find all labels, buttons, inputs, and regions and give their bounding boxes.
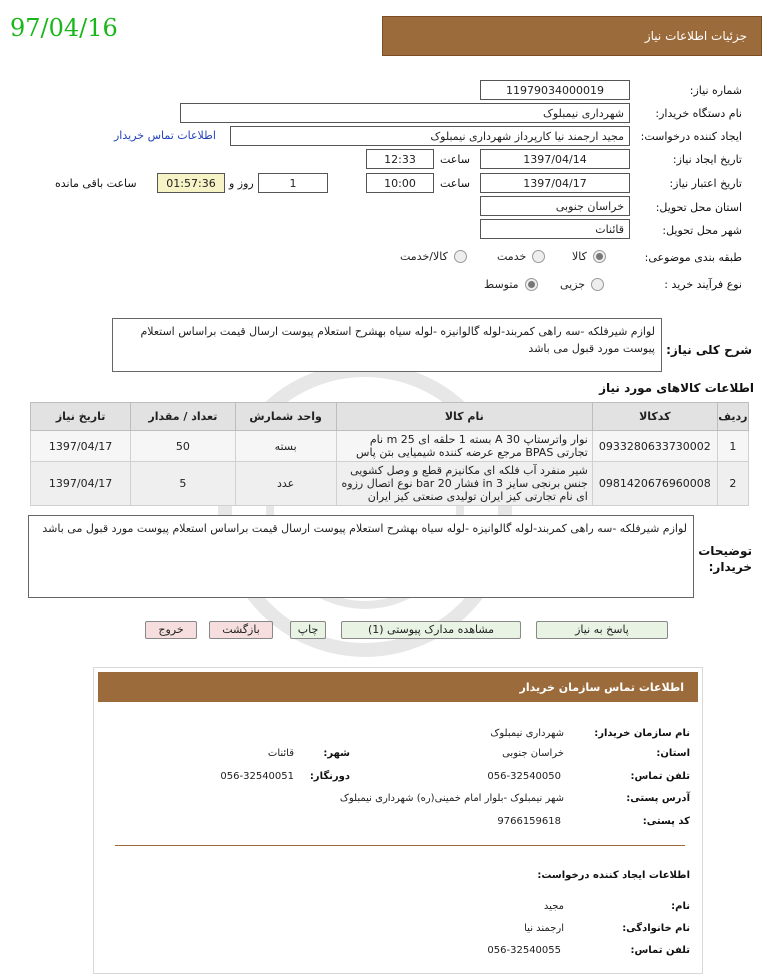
cell-date: 1397/04/17 (31, 462, 131, 506)
table-header-row (31, 403, 749, 431)
back-button[interactable]: بازگشت (209, 621, 273, 639)
col-name: نام کالا (336, 403, 592, 431)
col-date: تاریخ نیاز (31, 403, 131, 431)
col-qty: تعداد / مقدار (131, 403, 235, 431)
radio-label: کالا/خدمت (400, 250, 448, 263)
buyer-notes-textarea[interactable]: لوازم شیرفلکه -سه راهی کمربند-لوله گالوانیزه -لوله سیاه بهشرح استعلام پیوست ارسال قیمت براساس استعلام پیوست مورد قبول می باشد (28, 515, 694, 598)
col-code: کدکالا (592, 403, 717, 431)
exit-button[interactable]: خروج (145, 621, 197, 639)
reply-button[interactable]: پاسخ به نیاز (536, 621, 668, 639)
radio-dot[interactable] (532, 250, 545, 263)
phone-value: 056-32540050 (487, 771, 561, 782)
buyer-org-field: شهرداری نیمبلوک (180, 103, 630, 123)
validity-time-label: ساعت (440, 177, 470, 190)
cell-code: 0933280633730002 (592, 431, 717, 462)
items-section-title: اطلاعات کالاهای مورد نیاز (599, 381, 754, 395)
province-contact-value: خراسان جنوبی (502, 748, 564, 759)
buyer-notes-label: توضیحات خریدار: (698, 544, 752, 574)
city-contact-value: قائنات (267, 748, 294, 759)
first-name-label: نام: (671, 901, 690, 912)
summary-label: شرح کلی نیاز: (666, 343, 752, 357)
requester-label: ایجاد کننده درخواست: (640, 130, 742, 143)
category-radio-goods[interactable] (572, 250, 606, 263)
province-label: استان محل تحویل: (655, 201, 742, 214)
last-name-label: نام خانوادگی: (622, 923, 690, 934)
validity-days-field: 1 (258, 173, 328, 193)
summary-textarea[interactable]: لوازم شیرفلکه -سه راهی کمربند-لوله گالوانیزه -لوله سیاه بهشرح استعلام پیوست ارسال قیمت براساس استعلام پیوست مورد قبول می باشد (112, 318, 662, 372)
first-name-value: مجید (543, 901, 564, 912)
fax-value: 056-32540051 (220, 771, 294, 782)
radio-dot[interactable] (591, 278, 604, 291)
cell-unit: عدد (235, 462, 336, 506)
cell-row: 1 (717, 431, 748, 462)
created-time-field: 12:33 (366, 149, 434, 169)
created-time-label: ساعت (440, 153, 470, 166)
city-contact-label: شهر: (323, 748, 350, 759)
validity-label: تاریخ اعتبار نیاز: (669, 177, 742, 190)
need-number-label: شماره نیاز: (689, 84, 742, 97)
col-row: ردیف (717, 403, 748, 431)
table-row (31, 431, 749, 462)
validity-time-field: 10:00 (366, 173, 434, 193)
radio-label: کالا (572, 250, 587, 263)
radio-dot[interactable] (525, 278, 538, 291)
process-radio-minor[interactable] (560, 278, 604, 291)
category-radio-service[interactable] (497, 250, 545, 263)
remaining-time-label: ساعت باقی مانده (55, 177, 137, 190)
address-label: آدرس پستی: (626, 793, 690, 804)
created-label: تاریخ ایجاد نیاز: (672, 153, 742, 166)
cell-qty: 5 (131, 462, 235, 506)
creator-title: اطلاعات ایجاد کننده درخواست: (537, 870, 690, 881)
cell-name: شیر منفرد آب فلکه ای مکانیزم قطع و وصل کشویی جنس برنجی سایز in 3 فشار bar 20 نوع اتصال رزوه ای نام تجارتی کیز ایران تولیدی صنعتی کیز ایران (336, 462, 592, 506)
contact-panel-title: اطلاعات تماس سازمان خریدار (98, 672, 698, 702)
panel-divider (115, 845, 685, 846)
validity-days-label: روز و (229, 177, 254, 190)
print-button[interactable]: چاپ (290, 621, 326, 639)
buyer-org-label: نام دستگاه خریدار: (655, 107, 742, 120)
cell-unit: بسته (235, 431, 336, 462)
postal-label: کد پستی: (642, 816, 690, 827)
province-field: خراسان جنوبی (480, 196, 630, 216)
category-radio-goods-service[interactable] (400, 250, 467, 263)
phone-label: تلفن تماس: (630, 771, 690, 782)
contact-panel (93, 667, 703, 974)
table-row (31, 462, 749, 506)
creator-phone-label: تلفن تماس: (630, 945, 690, 956)
org-value: شهرداری نیمبلوک (490, 728, 564, 739)
address-value: شهر نیمبلوک -بلوار امام خمینی(ره) شهرداری نیمبلوک (339, 793, 564, 804)
radio-label: خدمت (497, 250, 527, 263)
province-contact-label: استان: (656, 748, 690, 759)
radio-label: جزیی (560, 278, 586, 291)
cell-code: 0981420676960008 (592, 462, 717, 506)
cell-date: 1397/04/17 (31, 431, 131, 462)
validity-date-field: 1397/04/17 (480, 173, 630, 193)
fax-label: دورنگار: (309, 771, 350, 782)
process-radio-medium[interactable] (484, 278, 538, 291)
postal-value: 9766159618 (497, 816, 561, 827)
radio-dot[interactable] (454, 250, 467, 263)
created-date-field: 1397/04/14 (480, 149, 630, 169)
category-label: طبقه بندی موضوعی: (644, 251, 742, 264)
cell-name: نوار واترستاپ A 30 بسته 1 حلقه ای m 25 نام تجارتی BPAS مرجع عرضه کننده شیمیایی بتن پاس (336, 431, 592, 462)
cell-qty: 50 (131, 431, 235, 462)
remaining-time-field: 01:57:36 (157, 173, 225, 193)
radio-label: متوسط (484, 278, 519, 291)
attachments-button[interactable]: مشاهده مدارک پیوستی (1) (341, 621, 521, 639)
org-label: نام سازمان خریدار: (594, 728, 690, 739)
buyer-contact-link[interactable]: اطلاعات تماس خریدار (114, 129, 216, 142)
last-name-value: ارجمند نیا (524, 923, 564, 934)
creator-phone-value: 056-32540055 (487, 945, 561, 956)
cell-row: 2 (717, 462, 748, 506)
radio-dot[interactable] (593, 250, 606, 263)
items-table (30, 402, 749, 506)
city-label: شهر محل تحویل: (662, 224, 742, 237)
city-field: قائنات (480, 219, 630, 239)
need-number-field: 11979034000019 (480, 80, 630, 100)
col-unit: واحد شمارش (235, 403, 336, 431)
requester-field: مجید ارجمند نیا کارپرداز شهرداری نیمبلوک (230, 126, 630, 146)
date-stamp: 97/04/16 (10, 14, 118, 42)
page-title: جزئیات اطلاعات نیاز (382, 16, 762, 56)
process-label: نوع فرآیند خرید : (664, 278, 742, 291)
